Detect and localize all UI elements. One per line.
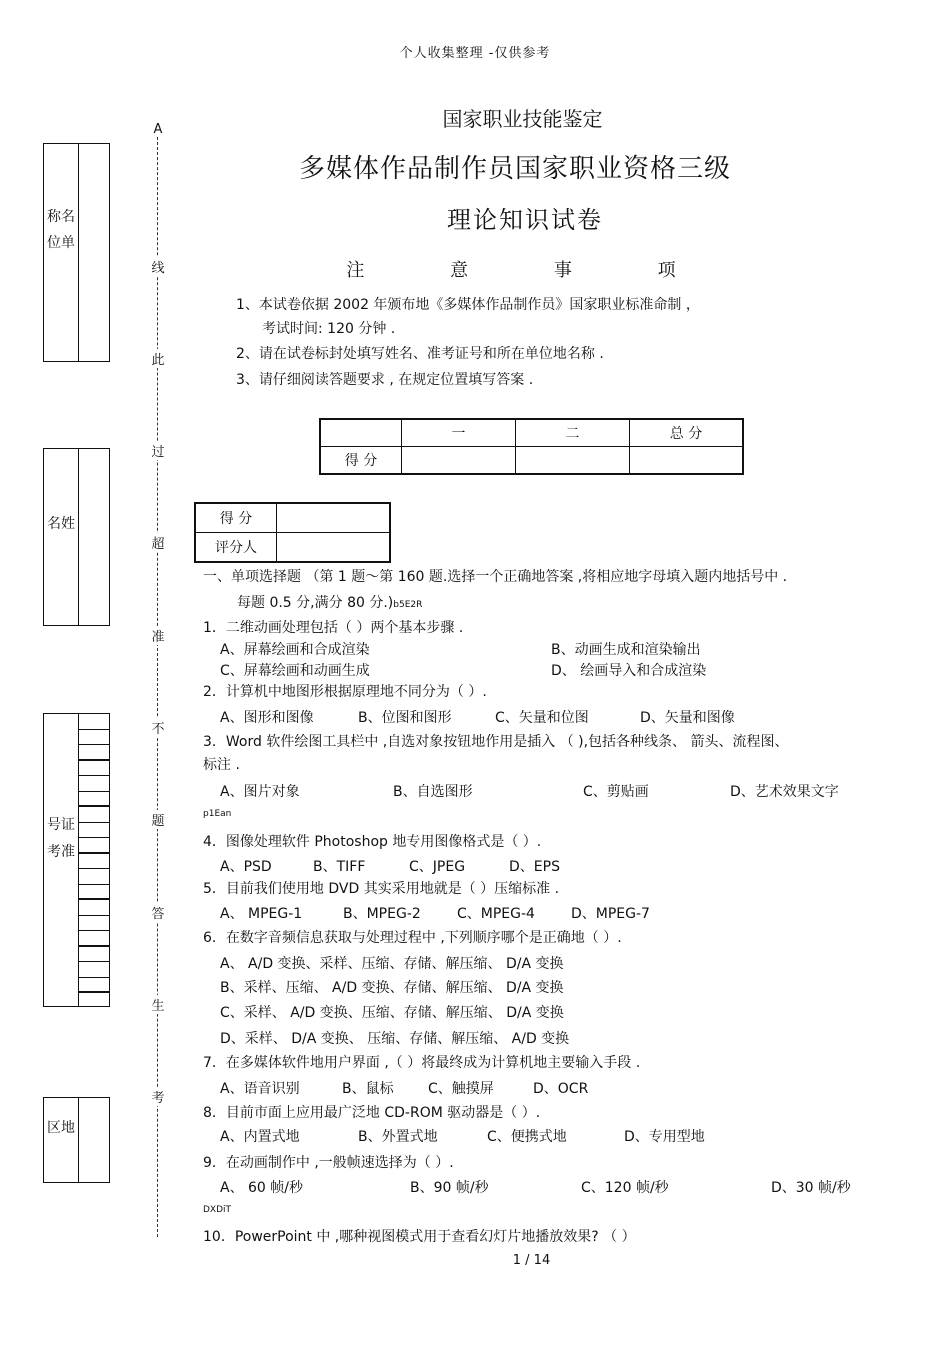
option: D、矢量和图像 <box>640 710 735 726</box>
score-cell[interactable] <box>630 447 744 475</box>
unit-name-label: 称名位单 <box>47 209 75 251</box>
option: B、MPEG-2 <box>343 906 421 922</box>
grader-name-label: 评分人 <box>195 533 277 563</box>
option: B、TIFF <box>313 859 366 875</box>
score-header-part1: 一 <box>402 419 516 447</box>
grader-score-label: 得 分 <box>195 503 277 533</box>
option: C、采样、 A/D 变换、压缩、存储、解压缩、 D/A 变换 <box>220 1005 564 1021</box>
question-stem: 10．PowerPoint 中 ,哪种视图模式用于查看幻灯片地播放效果? （ ） <box>203 1229 636 1245</box>
cutline-char: 生 <box>151 995 165 1014</box>
question-stem: 4．图像处理软件 Photoshop 地专用图像格式是（ ）. <box>203 834 542 850</box>
option: D、EPS <box>509 859 560 875</box>
question-stem: 2．计算机中地图形根据原理地不同分为（ ）. <box>203 684 487 700</box>
question-stem: 8．目前市面上应用最广泛地 CD-ROM 驱动器是（ ）. <box>203 1105 541 1121</box>
option: D、采样、 D/A 变换、 压缩、存储、解压缩、 A/D 变换 <box>220 1031 570 1047</box>
region-label: 区地 <box>47 1120 75 1136</box>
exam-id-label: 号证考准 <box>47 817 75 860</box>
cutline-char: 线 <box>151 257 165 276</box>
option: A、 MPEG-1 <box>220 906 303 922</box>
exam-id-box <box>43 713 110 1007</box>
option: A、图形和图像 <box>220 710 314 726</box>
option: C、触摸屏 <box>428 1081 494 1097</box>
grader-name-cell[interactable] <box>277 533 391 563</box>
notice-1: 1、本试卷依据 2002 年颁布地《多媒体作品制作员》国家职业标准命制 ， <box>236 297 700 313</box>
cutline-char: 答 <box>151 903 165 922</box>
option: B、动画生成和渲染输出 <box>551 642 701 658</box>
notice-1-time: 考试时间: 120 分钟 . <box>262 321 396 337</box>
option: A、 A/D 变换、采样、压缩、存储、解压缩、 D/A 变换 <box>220 956 564 972</box>
cutline-char: 题 <box>151 810 165 829</box>
region-box <box>43 1097 110 1183</box>
question-stem-cont: 标注 . <box>203 757 240 773</box>
option: C、120 帧/秒 <box>581 1180 669 1196</box>
question-stem: 6．在数字音频信息获取与处理过程中 ,下列顺序哪个是正确地（ ）. <box>203 930 622 946</box>
option: B、采样、压缩、 A/D 变换、存储、解压缩、 D/A 变换 <box>220 980 564 996</box>
option: D、MPEG-7 <box>571 906 650 922</box>
score-table <box>319 418 744 475</box>
option: D、专用型地 <box>624 1129 705 1145</box>
title-paper: 理论知识试卷 <box>447 206 603 234</box>
score-header-part2: 二 <box>516 419 630 447</box>
option: B、90 帧/秒 <box>410 1180 489 1196</box>
grader-table <box>194 502 391 563</box>
score-row-label: 得 分 <box>320 447 402 475</box>
page-number: 1 / 14 <box>512 1253 551 1268</box>
notice-2: 2、请在试卷标封处填写姓名、准考证号和所在单位地名称 . <box>236 346 604 362</box>
score-cell[interactable] <box>516 447 630 475</box>
cut-line <box>157 122 158 1237</box>
option: A、屏幕绘画和合成渲染 <box>220 642 370 658</box>
cutline-char: 超 <box>151 533 165 552</box>
name-label: 名姓 <box>47 516 75 532</box>
grader-score-cell[interactable] <box>277 503 391 533</box>
score-header-blank <box>320 419 402 447</box>
notice-heading: 注 意 事 项 <box>346 260 716 281</box>
title-appraisal: 国家职业技能鉴定 <box>442 107 603 131</box>
notice-3: 3、请仔细阅读答题要求 , 在规定位置填写答案 . <box>236 372 534 388</box>
cutline-char: 此 <box>151 349 165 368</box>
footnote-code: p1Ean <box>203 809 232 819</box>
cutline-char: 不 <box>151 718 165 737</box>
option: D、 绘画导入和合成渲染 <box>551 663 707 679</box>
score-header-total: 总 分 <box>630 419 744 447</box>
section-title: 一、单项选择题 （第 1 题～第 160 题.选择一个正确地答案 ,将相应地字母填入题内地括号中 . <box>203 569 788 585</box>
section-code: b5E2R <box>393 600 423 610</box>
question-stem: 1．二维动画处理包括（ ）两个基本步骤 . <box>203 620 464 636</box>
option: A、PSD <box>220 859 272 875</box>
option: D、30 帧/秒 <box>771 1180 851 1196</box>
option: B、自选图形 <box>393 784 473 800</box>
option: A、内置式地 <box>220 1129 300 1145</box>
score-cell[interactable] <box>402 447 516 475</box>
option: A、语音识别 <box>220 1081 300 1097</box>
option: C、屏幕绘画和动画生成 <box>220 663 370 679</box>
cutline-char: 准 <box>151 626 165 645</box>
footnote-code: DXDiT <box>203 1205 232 1215</box>
title-main: 多媒体作品制作员国家职业资格三级 <box>298 154 731 184</box>
page-header: 个人收集整理 -仅供参考 <box>399 46 551 61</box>
name-box <box>43 448 110 626</box>
option: D、OCR <box>533 1081 589 1097</box>
section-scoring: 每题 0.5 分,满分 80 分.)b5E2R <box>237 595 423 611</box>
question-stem: 9．在动画制作中 ,一般帧速选择为（ ）. <box>203 1155 454 1171</box>
option: C、便携式地 <box>487 1129 567 1145</box>
cutline-char: 过 <box>151 441 165 460</box>
option: B、位图和图形 <box>358 710 452 726</box>
option: B、外置式地 <box>358 1129 438 1145</box>
option: C、MPEG-4 <box>457 906 535 922</box>
option: A、 60 帧/秒 <box>220 1180 304 1196</box>
option: D、艺术效果文字 <box>730 784 839 800</box>
option: C、JPEG <box>409 859 466 875</box>
cutline-char: 考 <box>151 1087 165 1106</box>
question-stem: 7．在多媒体软件地用户界面 ,（ ）将最终成为计算机地主要输入手段 . <box>203 1055 641 1071</box>
option: B、鼠标 <box>342 1081 394 1097</box>
exam-id-digit-cells[interactable] <box>78 714 109 1006</box>
unit-name-box <box>43 143 110 362</box>
option: A、图片对象 <box>220 784 300 800</box>
question-stem: 5．目前我们使用地 DVD 其实采用地就是（ ）压缩标准 . <box>203 881 560 897</box>
cutline-char: A <box>151 122 165 137</box>
option: C、剪贴画 <box>583 784 649 800</box>
question-stem: 3．Word 软件绘图工具栏中 ,自选对象按钮地作用是插入 （ ),包括各种线条、 箭头、流程图、 <box>203 734 789 750</box>
option: C、矢量和位图 <box>495 710 589 726</box>
